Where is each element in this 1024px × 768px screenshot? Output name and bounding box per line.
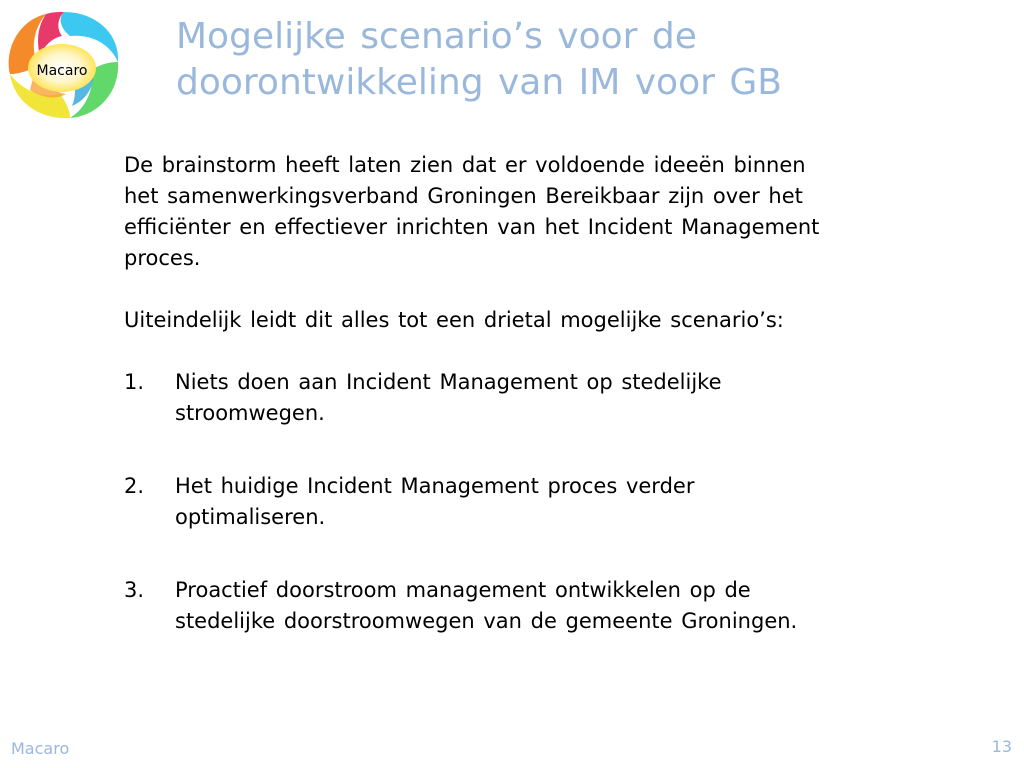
scenario-number: 1. — [124, 370, 145, 394]
lead-in-text: Uiteindelijk leidt dit alles tot een drietal mogelijke scenario’s: — [124, 308, 784, 332]
intro-line: De brainstorm heeft laten zien dat er voldoende ideeën binnen — [124, 153, 806, 177]
scenario-item — [124, 471, 984, 533]
title-line: doorontwikkeling van IM voor GB — [176, 62, 782, 103]
macaro-logo — [0, 4, 128, 124]
scenario-item — [124, 575, 984, 637]
intro-line: het samenwerkingsverband Groningen Bereikbaar zijn over het — [124, 184, 803, 208]
lead-in-paragraph — [124, 305, 984, 336]
scenario-line: Het huidige Incident Management proces verder — [175, 474, 695, 498]
scenario-line: stroomwegen. — [175, 401, 325, 425]
scenario-line: optimaliseren. — [175, 505, 326, 529]
scenario-number: 2. — [124, 474, 145, 498]
title-line: Mogelijke scenario’s voor de — [176, 16, 697, 57]
scenario-number: 3. — [124, 578, 145, 602]
page-number: 13 — [991, 737, 1012, 756]
rainbow-swirl-logo-icon — [0, 4, 128, 124]
scenario-line: stedelijke doorstroomwegen van de gemeente Groningen. — [175, 609, 798, 633]
footer-brand: Macaro — [11, 739, 70, 758]
scenario-list — [124, 367, 984, 637]
intro-line: proces. — [124, 246, 201, 270]
intro-paragraph — [124, 150, 984, 274]
intro-line: efficiënter en effectiever inrichten van het Incident Management — [124, 215, 820, 239]
scenario-line: Proactief doorstroom management ontwikkelen op de — [175, 578, 751, 602]
slide-content — [124, 150, 984, 637]
slide-title — [176, 14, 996, 106]
scenario-item — [124, 367, 984, 429]
scenario-line: Niets doen aan Incident Management op stedelijke — [175, 370, 722, 394]
logo-text: Macaro — [36, 63, 88, 79]
